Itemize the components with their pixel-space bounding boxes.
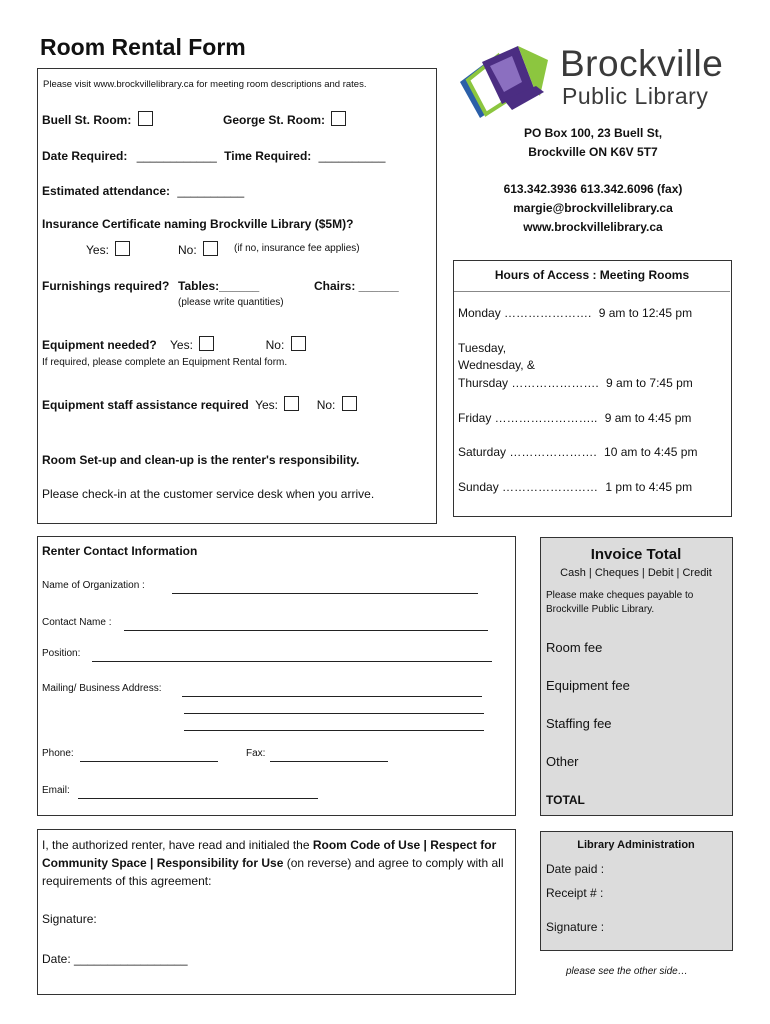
insurance-no-label: No:	[178, 243, 197, 257]
library-website[interactable]: www.brockvillelibrary.ca	[523, 220, 663, 234]
agreement-date-row	[42, 952, 188, 966]
invoice-box	[540, 537, 733, 816]
insurance-note: (if no, insurance fee applies)	[234, 243, 360, 254]
insurance-no-checkbox[interactable]	[203, 241, 218, 256]
george-room-checkbox[interactable]	[331, 111, 346, 126]
agreement-code-of-use: Room Code of Use | Respect for Community Space | Responsibility for Use	[42, 838, 497, 870]
hours-day: Wednesday, &	[458, 358, 535, 372]
date-time-row	[42, 149, 385, 163]
address-label: Mailing/ Business Address:	[42, 683, 162, 694]
payment-methods: Cash | Cheques | Debit | Credit	[560, 567, 712, 579]
equipment-note: If required, please complete an Equipment Rental form.	[42, 357, 288, 368]
insurance-yes-field	[86, 241, 130, 257]
admin-heading: Library Administration	[577, 839, 695, 851]
visit-note: Please visit www.brockvillelibrary.ca for meeting room descriptions and rates.	[43, 79, 367, 90]
org-name-field[interactable]	[172, 583, 478, 594]
fax-label: Fax:	[246, 748, 266, 759]
agreement-box	[37, 829, 516, 995]
footer-note: please see the other side…	[566, 966, 688, 977]
form-title: Room Rental Form	[40, 34, 246, 60]
email-label: Email:	[42, 785, 70, 796]
chairs-field[interactable]: Chairs: ______	[314, 279, 399, 293]
room-fee-label: Room fee	[546, 640, 603, 655]
date-required-field[interactable]: ____________	[136, 149, 217, 163]
email-field[interactable]	[78, 788, 318, 799]
renter-contact-box	[37, 536, 516, 816]
george-room-label: George St. Room:	[223, 113, 326, 127]
setup-note: Room Set-up and clean-up is the renter's responsibility.	[42, 453, 360, 467]
address-line-1: PO Box 100, 23 Buell St,	[523, 126, 663, 140]
hours-time: 9 am to 4:45 pm	[604, 411, 692, 425]
attendance-row	[42, 184, 244, 198]
agreement-text-comply: (on reverse) and agree to comply with all requirements of this agreement:	[42, 856, 504, 888]
buell-room-label: Buell St. Room:	[42, 113, 132, 127]
position-label: Position:	[42, 648, 81, 659]
hours-day: Thursday ………………….	[458, 376, 599, 390]
time-required-field[interactable]: __________	[318, 149, 386, 163]
logo-wordmark-public-library: Public Library	[562, 83, 709, 109]
phone-label: Phone:	[42, 748, 74, 759]
hours-divider	[454, 291, 730, 292]
hours-day: Friday ……………………..	[458, 411, 598, 425]
hours-day: Tuesday,	[458, 341, 507, 355]
position-field[interactable]	[92, 651, 492, 662]
staff-yes-label: Yes:	[255, 398, 278, 412]
time-required-label: Time Required:	[224, 149, 312, 163]
equipment-needed-row	[42, 336, 306, 352]
staff-yes-checkbox[interactable]	[284, 396, 299, 411]
admin-box	[540, 831, 733, 951]
address-line-2: Brockville ON K6V 5T7	[528, 145, 658, 159]
staff-assist-row	[42, 396, 357, 412]
equipment-no-checkbox[interactable]	[291, 336, 306, 351]
library-contact	[456, 180, 730, 237]
furnishings-label: Furnishings required?	[42, 279, 170, 293]
contact-name-field[interactable]	[124, 620, 488, 631]
invoice-heading: Invoice Total	[590, 546, 682, 563]
contact-name-label: Contact Name :	[42, 617, 112, 628]
insurance-yes-label: Yes:	[86, 243, 109, 257]
org-name-label: Name of Organization :	[42, 580, 145, 591]
agreement-text-intro: I, the authorized renter, have read and initialed the	[42, 838, 313, 852]
hours-time: 10 am to 4:45 pm	[604, 445, 698, 459]
hours-time: 9 am to 7:45 pm	[606, 376, 693, 390]
hours-row	[458, 306, 692, 320]
library-logo-icon	[452, 40, 562, 120]
agreement-date-field[interactable]: _________________	[74, 952, 188, 966]
attendance-field[interactable]: __________	[177, 184, 245, 198]
insurance-no-field	[178, 241, 218, 257]
library-logo	[452, 40, 752, 120]
receipt-label: Receipt # :	[546, 886, 604, 900]
staff-no-label: No:	[316, 398, 336, 412]
buell-room-field	[42, 111, 153, 127]
logo-wordmark-brockville: Brockville	[560, 43, 724, 84]
staff-assist-label: Equipment staff assistance required	[42, 398, 249, 412]
insurance-label: Insurance Certificate naming Brockville Library ($5M)?	[42, 217, 354, 231]
agreement-date-label: Date:	[42, 952, 71, 966]
hours-row	[458, 445, 697, 459]
rental-details-box	[37, 68, 437, 524]
hours-row	[458, 376, 693, 390]
equipment-no-label: No:	[265, 338, 285, 352]
hours-day: Sunday ……………………	[458, 480, 599, 494]
equipment-fee-label: Equipment fee	[546, 678, 630, 693]
buell-room-checkbox[interactable]	[138, 111, 153, 126]
admin-signature-label: Signature :	[546, 920, 605, 934]
hours-time: 9 am to 12:45 pm	[598, 306, 693, 320]
staff-no-checkbox[interactable]	[342, 396, 357, 411]
address-field-line-1[interactable]	[182, 686, 482, 697]
hours-heading: Hours of Access : Meeting Rooms	[494, 268, 690, 282]
address-field-line-3[interactable]	[184, 720, 484, 731]
address-field-line-2[interactable]	[184, 703, 484, 714]
phone-field[interactable]	[80, 751, 218, 762]
agreement-signature-label: Signature:	[42, 912, 97, 926]
agreement-text	[42, 836, 508, 890]
library-address	[456, 124, 730, 162]
other-fee-label: Other	[546, 754, 579, 769]
fax-field[interactable]	[270, 751, 388, 762]
hours-day: Saturday ………………….	[458, 445, 597, 459]
insurance-yes-checkbox[interactable]	[115, 241, 130, 256]
hours-day: Monday ………………….	[458, 306, 592, 320]
hours-row	[458, 411, 691, 425]
library-phone: 613.342.3936 613.342.6096 (fax)	[503, 182, 683, 196]
hours-time: 1 pm to 4:45 pm	[605, 480, 693, 494]
cheque-note: Please make cheques payable to Brockville Public Library.	[546, 590, 694, 615]
date-required-label: Date Required:	[42, 149, 128, 163]
attendance-label: Estimated attendance:	[42, 184, 171, 198]
equipment-needed-label: Equipment needed?	[42, 338, 157, 352]
hours-box	[453, 260, 732, 517]
george-room-field	[223, 111, 346, 127]
tables-field[interactable]: Tables:______	[178, 279, 260, 293]
equipment-yes-label: Yes:	[170, 338, 193, 352]
hours-row	[458, 480, 692, 494]
equipment-yes-checkbox[interactable]	[199, 336, 214, 351]
total-label: TOTAL	[546, 793, 585, 807]
staffing-fee-label: Staffing fee	[546, 716, 612, 731]
library-email[interactable]: margie@brockvillelibrary.ca	[513, 201, 673, 215]
date-paid-label: Date paid :	[546, 862, 605, 876]
contact-heading: Renter Contact Information	[42, 544, 198, 558]
checkin-note: Please check-in at the customer service desk when you arrive.	[42, 487, 375, 501]
quantities-note: (please write quantities)	[178, 297, 284, 308]
